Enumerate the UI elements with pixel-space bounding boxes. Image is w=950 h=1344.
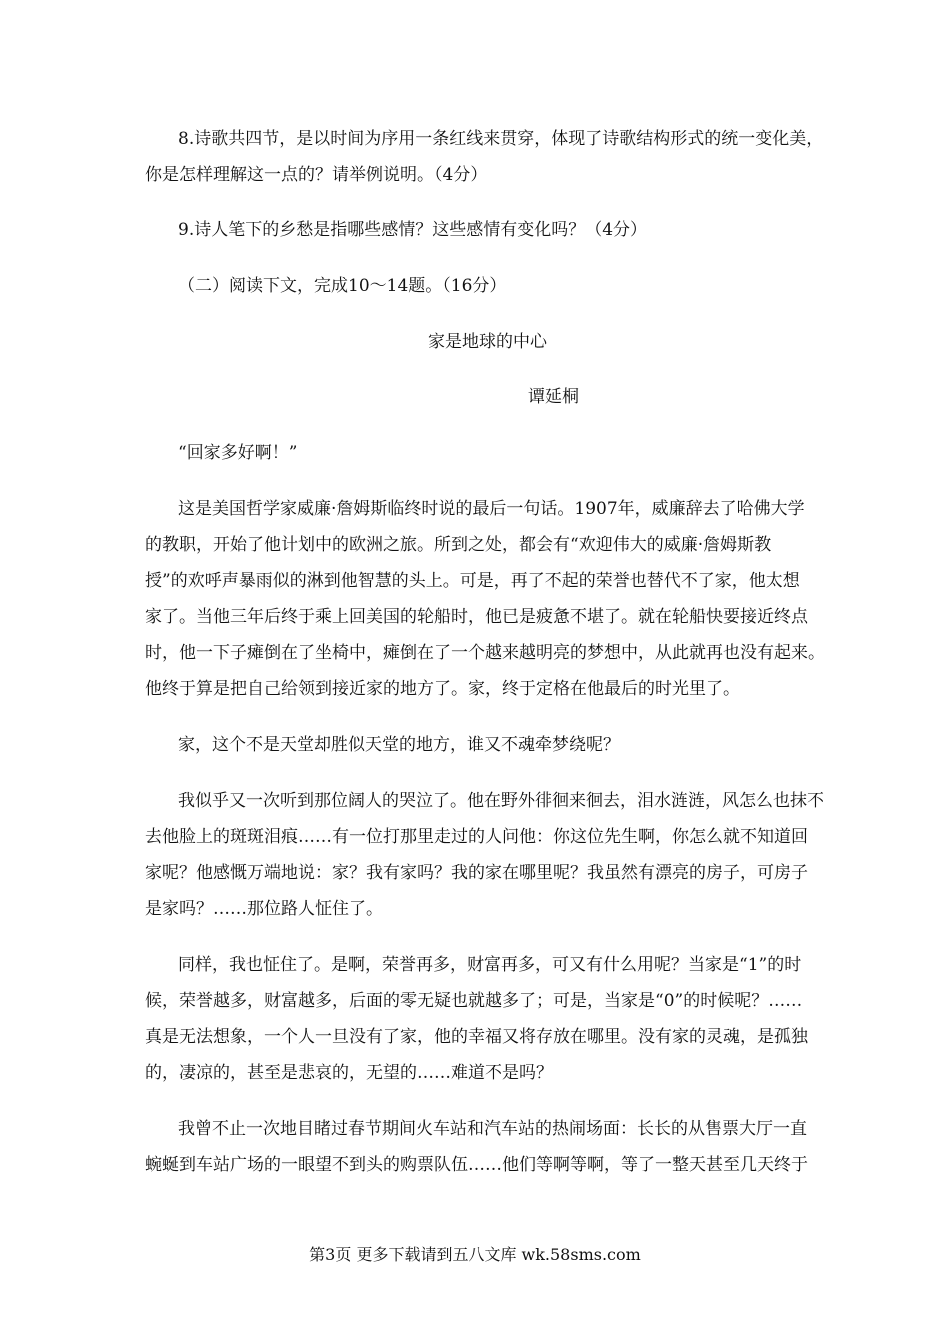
article-author: 谭延桐 [528, 387, 579, 407]
paragraph-5-line-2: 候，荣誉越多，财富越多，后面的零无疑也就越多了；可是，当家是“0”的时候呢？…… [145, 991, 803, 1011]
paragraph-1: “回家多好啊！” [178, 443, 298, 463]
paragraph-5-line-4: 的，凄凉的，甚至是悲哀的，无望的……难道不是吗？ [145, 1063, 553, 1083]
paragraph-5-line-3: 真是无法想象，一个人一旦没有了家，他的幸福又将存放在哪里。没有家的灵魂，是孤独 [145, 1027, 808, 1047]
paragraph-2-line-5: 时，他一下子瘫倒在了坐椅中，瘫倒在了一个越来越明亮的梦想中，从此就再也没有起来。 [145, 643, 825, 663]
page-footer: 第3页 更多下载请到五八文库 wk.58sms.com [309, 1245, 641, 1264]
paragraph-2-line-1: 这是美国哲学家威廉·詹姆斯临终时说的最后一句话。1907年，威廉辞去了哈佛大学 [178, 499, 805, 519]
paragraph-2-line-3: 授”的欢呼声暴雨似的淋到他智慧的头上。可是，再了不起的荣誉也替代不了家，他太想 [145, 571, 800, 591]
paragraph-3: 家，这个不是天堂却胜似天堂的地方，谁又不魂牵梦绕呢？ [178, 735, 620, 755]
paragraph-2-line-6: 他终于算是把自己给领到接近家的地方了。家，终于定格在他最后的时光里了。 [145, 679, 740, 699]
paragraph-4-line-4: 是家吗？……那位路人怔住了。 [145, 899, 383, 919]
section-2-heading: （二）阅读下文，完成10～14题。（16分） [178, 276, 507, 296]
paragraph-4-line-2: 去他脸上的斑斑泪痕……有一位打那里走过的人问他：你这位先生啊，你怎么就不知道回 [145, 827, 808, 847]
paragraph-4-line-1: 我似乎又一次听到那位阔人的哭泣了。他在野外徘徊来徊去，泪水涟涟，风怎么也抹不 [178, 791, 824, 811]
paragraph-4-line-3: 家呢？他感慨万端地说：家？我有家吗？我的家在哪里呢？我虽然有漂亮的房子，可房子 [145, 863, 808, 883]
question-8-line-2: 你是怎样理解这一点的？请举例说明。（4分） [145, 165, 488, 185]
paragraph-6-line-2: 蜿蜒到车站广场的一眼望不到头的购票队伍……他们等啊等啊，等了一整天甚至几天终于 [145, 1155, 808, 1175]
question-9: 9.诗人笔下的乡愁是指哪些感情？这些感情有变化吗？（4分） [178, 220, 648, 240]
paragraph-2-line-4: 家了。当他三年后终于乘上回美国的轮船时，他已是疲惫不堪了。就在轮船快要接近终点 [145, 607, 808, 627]
paragraph-6-line-1: 我曾不止一次地目睹过春节期间火车站和汽车站的热闹场面：长长的从售票大厅一直 [178, 1119, 807, 1139]
article-title: 家是地球的中心 [428, 332, 547, 352]
paragraph-5-line-1: 同样，我也怔住了。是啊，荣誉再多，财富再多，可又有什么用呢？当家是“1”的时 [178, 955, 802, 975]
question-8-line-1: 8.诗歌共四节，是以时间为序用一条红线来贯穿，体现了诗歌结构形式的统一变化美， [178, 129, 824, 149]
paragraph-2-line-2: 的教职，开始了他计划中的欧洲之旅。所到之处，都会有“欢迎伟大的威廉·詹姆斯教 [145, 535, 772, 555]
